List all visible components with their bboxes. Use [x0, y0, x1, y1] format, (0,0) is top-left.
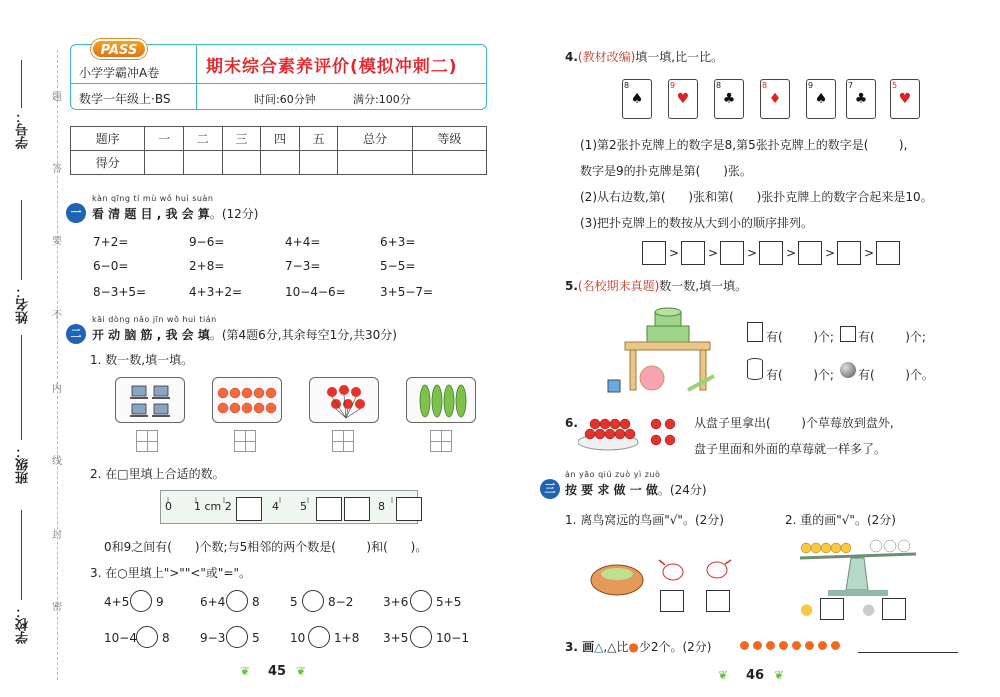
expression: 6+4	[200, 595, 226, 609]
q5-fill: 有( )个;	[766, 330, 834, 344]
ruler-mark: 8	[378, 500, 385, 513]
orange-dot	[831, 641, 840, 650]
q6-line2: 盘子里面和外面的草莓就一样多了。	[694, 442, 887, 456]
orange-dot	[792, 641, 801, 650]
grade-label: 数学一年级上·BS	[79, 92, 171, 106]
equation: 3+5−7=	[380, 285, 434, 299]
sprout-icon: ❦	[718, 668, 729, 682]
expression: 5+5	[436, 595, 462, 609]
q3-prompt: 3. 在○里填上">""<"或"="。	[90, 566, 252, 580]
order-box[interactable]	[642, 241, 666, 265]
student-id-label: 学号：	[16, 110, 31, 149]
expression: 3+5	[383, 631, 409, 645]
expression: 9−3	[200, 631, 226, 645]
expression: 4+5	[104, 595, 130, 609]
equation: 10−4−6=	[285, 285, 346, 299]
q4-heading: 4.(教材改编)填一填,比一比。	[565, 50, 724, 64]
ruler-mark: 0	[165, 500, 172, 513]
class-label: 班级：	[16, 445, 31, 484]
pass-logo: PASS	[91, 39, 147, 59]
q4-sub1b: 数字是9的扑克牌是第( )张。	[580, 164, 752, 178]
expression: 1+8	[334, 631, 360, 645]
playing-card: 5 ♥	[890, 79, 920, 119]
score-input-cell[interactable]	[183, 151, 222, 175]
expression: 10−1	[436, 631, 469, 645]
orange-dot	[805, 641, 814, 650]
check-box[interactable]	[882, 598, 906, 620]
q2-fill-text: 0和9之间有( )个数;与5相邻的两个数是( )和( )。	[104, 540, 428, 554]
fold-char: 不	[52, 310, 62, 321]
computers-picture	[115, 377, 185, 423]
table-cell: 五	[299, 127, 338, 151]
fold-char: 封	[52, 530, 62, 541]
equation: 4+3+2=	[189, 285, 243, 299]
sec2-pinyin: kāi dòng nǎo jīn wǒ huì tián	[92, 315, 217, 324]
school-line	[21, 510, 22, 600]
sprout-icon: ❦	[240, 664, 251, 678]
orange-dot	[766, 641, 775, 650]
ruler-mark: 4	[272, 500, 279, 513]
cuboid-icon	[840, 326, 856, 342]
answer-grid[interactable]	[332, 430, 354, 452]
equation: 8−3+5=	[93, 285, 147, 299]
greater-sign: >	[864, 246, 875, 260]
expression: 5	[252, 631, 260, 645]
fold-char: 要	[52, 236, 62, 247]
equation: 6−0=	[93, 259, 129, 273]
compare-circle[interactable]	[136, 626, 158, 648]
heart-icon: ♥	[676, 91, 690, 107]
table-cell: 等级	[412, 127, 486, 151]
expression: 5	[290, 595, 298, 609]
club-icon: ♣	[854, 91, 868, 107]
greater-sign: >	[825, 246, 836, 260]
heart-icon: ♥	[898, 91, 912, 107]
check-box[interactable]	[820, 598, 844, 620]
name-label: 姓名：	[16, 285, 31, 324]
balloons-picture	[309, 377, 379, 423]
class-line	[21, 335, 22, 440]
playing-card: 8 ♠	[622, 79, 652, 119]
playing-card: 8 ♣	[714, 79, 744, 119]
sec1-pinyin: kàn qīng tí mù wǒ huì suàn	[92, 194, 214, 203]
score-table	[70, 126, 487, 175]
score-input-cell[interactable]	[338, 151, 412, 175]
answer-grid[interactable]	[136, 430, 158, 452]
equation: 4+4=	[285, 235, 321, 249]
name-line	[21, 200, 22, 280]
ruler-blank[interactable]	[396, 497, 422, 521]
compare-circle[interactable]	[130, 590, 152, 612]
score-input-cell[interactable]	[412, 151, 486, 175]
playing-card: 8 ♦	[760, 79, 790, 119]
balance-scale-picture	[796, 534, 921, 604]
table-cell: 三	[222, 127, 261, 151]
q2-prompt: 2. 在□里填上合适的数。	[90, 467, 225, 481]
sphere-icon	[840, 362, 856, 378]
order-box[interactable]	[798, 241, 822, 265]
playing-card: 9 ♠	[806, 79, 836, 119]
fold-char: 密	[52, 602, 62, 613]
fold-char: 内	[52, 384, 62, 395]
score-input-cell[interactable]	[222, 151, 261, 175]
q1-prompt: 1. 数一数,填一填。	[90, 353, 194, 367]
expression: 8	[252, 595, 260, 609]
q4-sub1a: (1)第2张扑克牌上的数字是8,第5张扑克牌上的数字是( ),	[580, 138, 908, 152]
exam-title: 期末综合素养评价(模拟冲刺二)	[206, 57, 458, 77]
fold-char: 题	[52, 92, 62, 103]
ruler-mark: 5	[300, 500, 307, 513]
sec3-heading: 按 要 求 做 一 做。(24分)	[565, 483, 707, 497]
equation: 5−5=	[380, 259, 416, 273]
compare-circle[interactable]	[410, 626, 432, 648]
ruler-mark: 1 cm 2	[194, 500, 232, 513]
order-box[interactable]	[720, 241, 744, 265]
compare-circle[interactable]	[308, 626, 330, 648]
fold-line	[57, 50, 58, 680]
equation: 7−3=	[285, 259, 321, 273]
equation: 9−6=	[189, 235, 225, 249]
cylinder-icon	[747, 358, 763, 380]
order-box[interactable]	[876, 241, 900, 265]
peapods-picture	[406, 377, 476, 423]
compare-circle[interactable]	[410, 590, 432, 612]
sec2-heading: 开 动 脑 筋 , 我 会 填。(第4题6分,其余每空1分,共30分)	[92, 328, 397, 342]
spade-icon: ♠	[814, 91, 828, 107]
draw-answer-line[interactable]	[858, 652, 958, 653]
duck-icon: ●	[800, 600, 814, 618]
time-limit: 时间:60分钟	[254, 93, 316, 106]
table-cell: 题序	[71, 127, 145, 151]
expression: 10	[290, 631, 306, 645]
answer-grid[interactable]	[234, 430, 256, 452]
strawberries-picture	[578, 410, 688, 454]
score-input-cell[interactable]	[145, 151, 184, 175]
sec3-pinyin: àn yāo qiú zuò yì zuò	[565, 470, 661, 479]
q5-fill: 有( )个。	[858, 368, 934, 382]
orange-dot	[818, 641, 827, 650]
order-box[interactable]	[759, 241, 783, 265]
playing-card: 9 ♥	[668, 79, 698, 119]
answer-grid[interactable]	[430, 430, 452, 452]
check-box[interactable]	[706, 590, 730, 612]
s3-q2-prompt: 2. 重的画"√"。(2分)	[785, 513, 896, 527]
q6-line1: 从盘子里拿出( )个草莓放到盘外,	[694, 416, 894, 430]
order-box[interactable]	[837, 241, 861, 265]
q4-sub2: (2)从右边数,第( )张和第( )张扑克牌上的数字合起来是10。	[580, 190, 933, 204]
order-box[interactable]	[681, 241, 705, 265]
full-score: 满分:100分	[353, 93, 411, 106]
orange-dot	[740, 641, 749, 650]
greater-sign: >	[747, 246, 758, 260]
greater-sign: >	[669, 246, 680, 260]
score-input-cell[interactable]	[299, 151, 338, 175]
student-id-line	[21, 60, 22, 108]
page-number-right: 46	[746, 668, 765, 683]
sec1-heading: 看 清 题 目 , 我 会 算。(12分)	[92, 207, 259, 221]
sprout-icon: ❦	[774, 668, 785, 682]
orange-dot	[779, 641, 788, 650]
table-cell: 一	[145, 127, 184, 151]
page-number-left: 45	[268, 664, 287, 679]
equation: 6+3=	[380, 235, 416, 249]
exam-header	[70, 44, 487, 110]
compare-circle[interactable]	[226, 626, 248, 648]
sec3-badge: 三	[540, 479, 560, 499]
table-cell: 得分	[71, 151, 145, 175]
q5-fill: 有( )个;	[766, 368, 834, 382]
series-name: 小学学霸冲A卷	[79, 66, 160, 80]
ruler-blank[interactable]	[236, 497, 262, 521]
expression: 9	[156, 595, 164, 609]
equation: 7+2=	[93, 235, 129, 249]
flowers-picture	[212, 377, 282, 423]
table-cell: 四	[261, 127, 300, 151]
expression: 3+6	[383, 595, 409, 609]
school-label: 学校：	[16, 605, 31, 644]
fold-char: 线	[52, 456, 62, 467]
greater-sign: >	[708, 246, 719, 260]
expression: 8−2	[328, 595, 354, 609]
q5-fill: 有( )个;	[858, 330, 926, 344]
score-input-cell[interactable]	[261, 151, 300, 175]
q4-sub3: (3)把扑克牌上的数按从大到小的顺序排列。	[580, 216, 813, 230]
check-box[interactable]	[660, 590, 684, 612]
expression: 10−4	[104, 631, 137, 645]
compare-circle[interactable]	[226, 590, 248, 612]
diamond-icon: ♦	[768, 91, 782, 107]
s3-q1-prompt: 1. 离鸟窝远的鸟画"√"。(2分)	[565, 513, 724, 527]
table-cell: 总分	[338, 127, 412, 151]
compare-circle[interactable]	[302, 590, 324, 612]
sec1-badge: 一	[66, 203, 86, 223]
orange-dot	[753, 641, 762, 650]
playing-card: 7 ♣	[846, 79, 876, 119]
cube-icon	[747, 322, 763, 342]
greater-sign: >	[786, 246, 797, 260]
goose-icon: ●	[862, 600, 876, 618]
club-icon: ♣	[722, 91, 736, 107]
fold-char: 答	[52, 164, 62, 175]
q5-heading: 5.(名校期末真题)数一数,填一填。	[565, 279, 748, 293]
sec2-badge: 二	[66, 324, 86, 344]
spade-icon: ♠	[630, 91, 644, 107]
equation: 2+8=	[189, 259, 225, 273]
ruler-blank[interactable]	[316, 497, 342, 521]
table-cell: 二	[183, 127, 222, 151]
expression: 8	[162, 631, 170, 645]
ruler-blank[interactable]	[344, 497, 370, 521]
shapes-picture	[600, 302, 725, 397]
q6-label: 6.	[565, 416, 578, 430]
sprout-icon: ❦	[296, 664, 307, 678]
s3-q3-prompt: 3. 画△,△比●少2个。(2分)	[565, 640, 712, 654]
